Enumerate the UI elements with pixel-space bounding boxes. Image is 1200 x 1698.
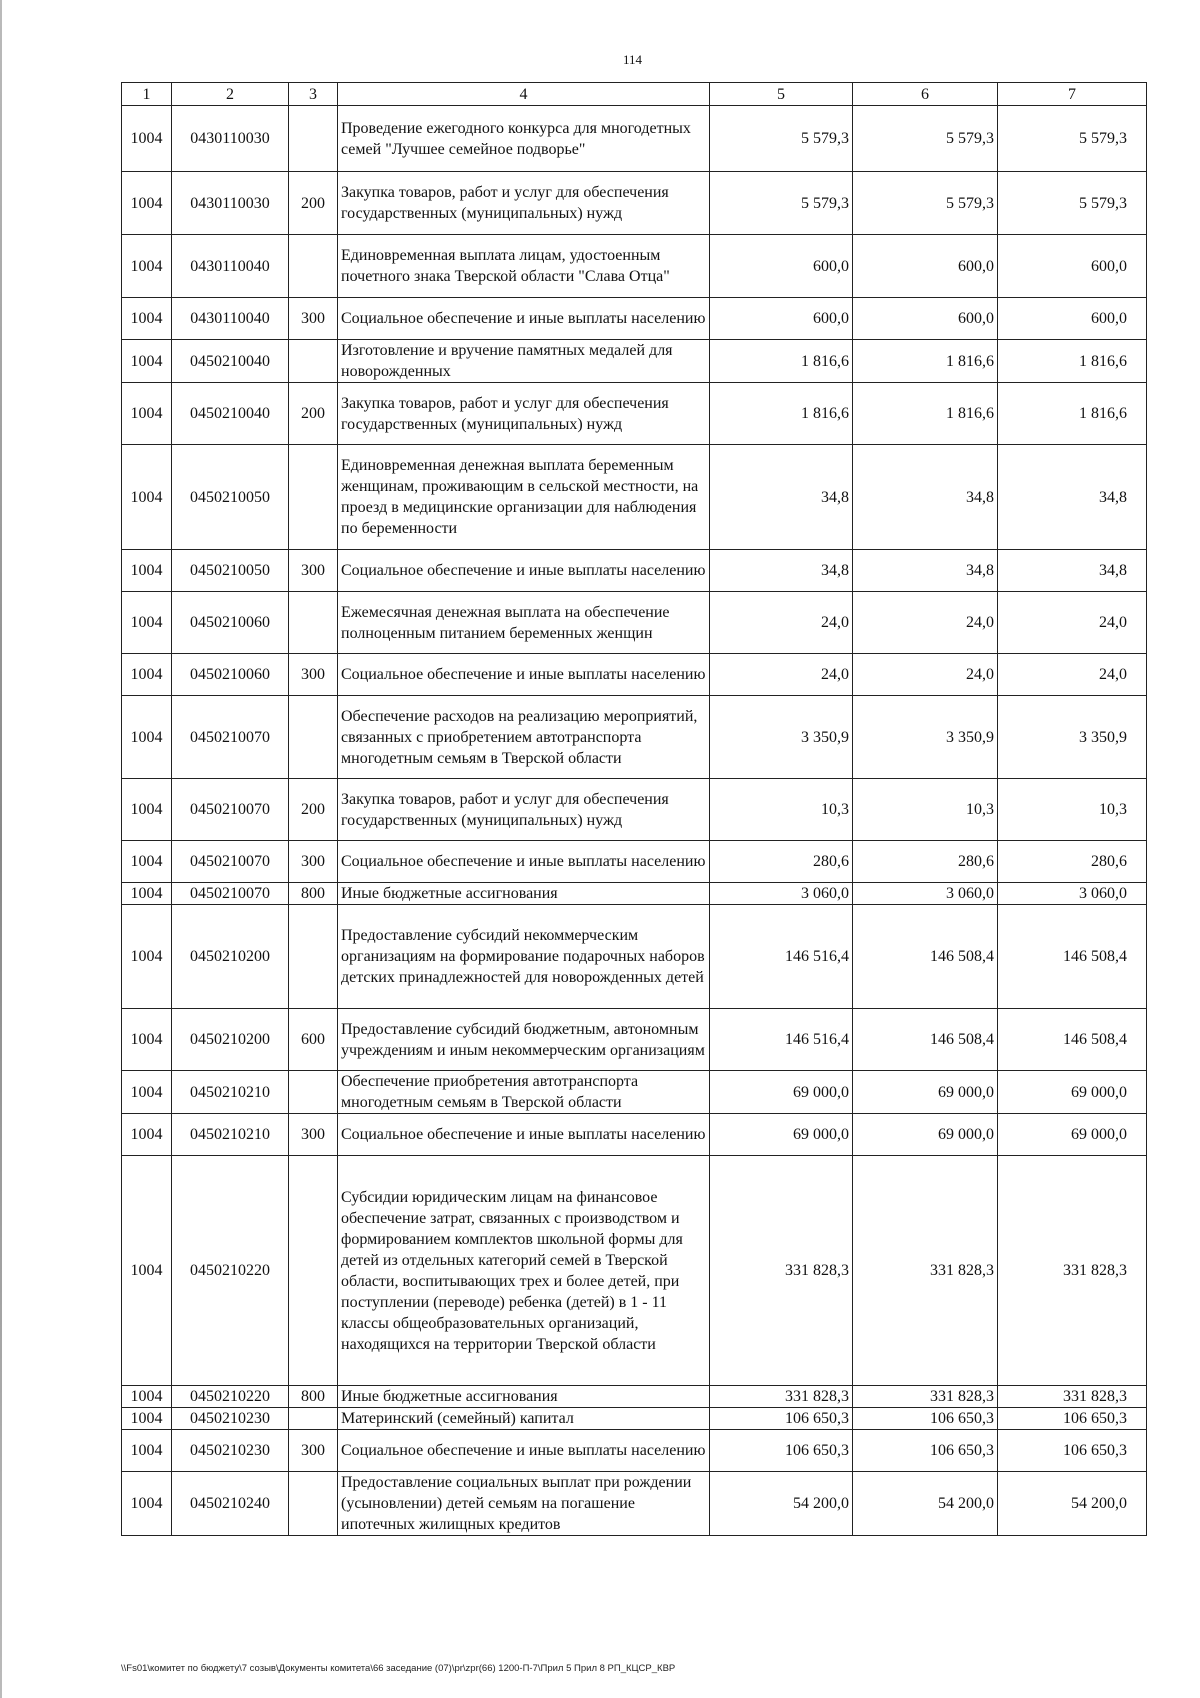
section-code-cell: 1004 [122,905,172,1009]
section-code-cell: 1004 [122,779,172,841]
amount-col7-cell: 106 650,3 [998,1408,1147,1430]
table-row [122,340,1147,383]
table-row [122,106,1147,172]
expense-type-cell [289,1408,338,1430]
amount-col7-cell: 3 060,0 [998,883,1147,905]
target-article-cell: 0450210240 [172,1472,289,1536]
amount-col5-cell: 10,3 [710,779,853,841]
amount-col5-cell: 146 516,4 [710,905,853,1009]
table-row [122,883,1147,905]
item-name-cell: Закупка товаров, работ и услуг для обеспечения государственных (муниципальных) нужд [338,172,710,235]
amount-col6-cell: 331 828,3 [853,1386,998,1408]
amount-col6-cell: 1 816,6 [853,383,998,445]
amount-col6-cell: 331 828,3 [853,1156,998,1386]
amount-col7-cell: 69 000,0 [998,1114,1147,1156]
item-name-cell: Социальное обеспечение и иные выплаты населению [338,550,710,592]
amount-col7-cell: 24,0 [998,592,1147,654]
amount-col7-cell: 600,0 [998,235,1147,298]
item-name-cell: Социальное обеспечение и иные выплаты населению [338,654,710,696]
amount-col7-cell: 280,6 [998,841,1147,883]
amount-col6-cell: 280,6 [853,841,998,883]
col-header-4: 4 [338,83,710,106]
item-name-cell: Предоставление социальных выплат при рождении (усыновлении) детей семьям на погашение ипотечных жилищных кредитов [338,1472,710,1536]
target-article-cell: 0450210070 [172,883,289,905]
item-name-cell: Обеспечение приобретения автотранспорта многодетным семьям в Тверской области [338,1071,710,1114]
amount-col5-cell: 3 060,0 [710,883,853,905]
amount-col5-cell: 34,8 [710,550,853,592]
table-row [122,1386,1147,1408]
table-row [122,1114,1147,1156]
col-header-2: 2 [172,83,289,106]
amount-col7-cell: 106 650,3 [998,1430,1147,1472]
amount-col6-cell: 106 650,3 [853,1430,998,1472]
target-article-cell: 0450210220 [172,1156,289,1386]
target-article-cell: 0450210200 [172,905,289,1009]
col-header-5: 5 [710,83,853,106]
amount-col7-cell: 1 816,6 [998,383,1147,445]
section-code-cell: 1004 [122,235,172,298]
section-code-cell: 1004 [122,445,172,550]
target-article-cell: 0450210070 [172,779,289,841]
amount-col6-cell: 106 650,3 [853,1408,998,1430]
amount-col5-cell: 5 579,3 [710,172,853,235]
amount-col6-cell: 5 579,3 [853,106,998,172]
expense-type-cell [289,340,338,383]
target-article-cell: 0450210230 [172,1430,289,1472]
table-row [122,172,1147,235]
section-code-cell: 1004 [122,841,172,883]
item-name-cell: Материнский (семейный) капитал [338,1408,710,1430]
target-article-cell: 0450210070 [172,841,289,883]
amount-col5-cell: 106 650,3 [710,1408,853,1430]
table-row [122,550,1147,592]
table-row [122,696,1147,779]
table-row [122,1408,1147,1430]
item-name-cell: Социальное обеспечение и иные выплаты населению [338,1430,710,1472]
item-name-cell: Закупка товаров, работ и услуг для обеспечения государственных (муниципальных) нужд [338,779,710,841]
expense-type-cell: 200 [289,383,338,445]
budget-table [121,82,1147,1536]
file-path-footer: \\Fs01\комитет по бюджету\7 созыв\Документы комитета\66 заседание (07)\pr\zpr(66) 1200-П-7\Прил 5 Прил 8 РП_КЦСР_КВР [121,1663,676,1674]
amount-col5-cell: 5 579,3 [710,106,853,172]
section-code-cell: 1004 [122,340,172,383]
amount-col7-cell: 331 828,3 [998,1386,1147,1408]
expense-type-cell: 300 [289,1430,338,1472]
amount-col6-cell: 24,0 [853,654,998,696]
table-row [122,1472,1147,1536]
section-code-cell: 1004 [122,383,172,445]
table-row [122,592,1147,654]
col-header-7: 7 [998,83,1147,106]
amount-col5-cell: 106 650,3 [710,1430,853,1472]
table-row [122,905,1147,1009]
section-code-cell: 1004 [122,1408,172,1430]
target-article-cell: 0450210070 [172,696,289,779]
target-article-cell: 0450210040 [172,340,289,383]
amount-col5-cell: 280,6 [710,841,853,883]
table-row [122,445,1147,550]
amount-col5-cell: 24,0 [710,654,853,696]
amount-col6-cell: 10,3 [853,779,998,841]
table-row [122,1430,1147,1472]
amount-col7-cell: 146 508,4 [998,905,1147,1009]
item-name-cell: Единовременная выплата лицам, удостоенным почетного знака Тверской области "Слава Отца" [338,235,710,298]
expense-type-cell: 800 [289,883,338,905]
col-header-1: 1 [122,83,172,106]
amount-col7-cell: 5 579,3 [998,172,1147,235]
col-header-3: 3 [289,83,338,106]
amount-col5-cell: 69 000,0 [710,1071,853,1114]
table-row [122,1156,1147,1386]
amount-col6-cell: 3 350,9 [853,696,998,779]
expense-type-cell [289,696,338,779]
section-code-cell: 1004 [122,592,172,654]
amount-col7-cell: 331 828,3 [998,1156,1147,1386]
amount-col5-cell: 331 828,3 [710,1156,853,1386]
amount-col7-cell: 24,0 [998,654,1147,696]
item-name-cell: Социальное обеспечение и иные выплаты населению [338,298,710,340]
amount-col5-cell: 1 816,6 [710,383,853,445]
amount-col7-cell: 600,0 [998,298,1147,340]
target-article-cell: 0450210050 [172,550,289,592]
amount-col5-cell: 600,0 [710,298,853,340]
amount-col6-cell: 24,0 [853,592,998,654]
target-article-cell: 0450210210 [172,1071,289,1114]
amount-col6-cell: 69 000,0 [853,1114,998,1156]
amount-col5-cell: 54 200,0 [710,1472,853,1536]
section-code-cell: 1004 [122,654,172,696]
target-article-cell: 0450210220 [172,1386,289,1408]
target-article-cell: 0450210200 [172,1009,289,1071]
target-article-cell: 0450210230 [172,1408,289,1430]
section-code-cell: 1004 [122,696,172,779]
amount-col5-cell: 331 828,3 [710,1386,853,1408]
amount-col5-cell: 24,0 [710,592,853,654]
amount-col6-cell: 34,8 [853,550,998,592]
amount-col7-cell: 34,8 [998,550,1147,592]
section-code-cell: 1004 [122,172,172,235]
amount-col7-cell: 69 000,0 [998,1071,1147,1114]
item-name-cell: Субсидии юридическим лицам на финансовое обеспечение затрат, связанных с производством и формированием комплектов школьной формы для детей из отдельных категорий семей в Тверской области, воспитывающих трех и более детей, при поступлении (переводе) ребенка (детей) в 1 - 11 классы общеобразовательных организаций, находящихся на территории Тверской области [338,1156,710,1386]
expense-type-cell: 800 [289,1386,338,1408]
amount-col6-cell: 600,0 [853,235,998,298]
expense-type-cell [289,445,338,550]
item-name-cell: Предоставление субсидий некоммерческим организациям на формирование подарочных наборов детских принадлежностей для новорожденных детей [338,905,710,1009]
item-name-cell: Социальное обеспечение и иные выплаты населению [338,841,710,883]
col-header-6: 6 [853,83,998,106]
target-article-cell: 0430110030 [172,172,289,235]
target-article-cell: 0450210040 [172,383,289,445]
amount-col5-cell: 146 516,4 [710,1009,853,1071]
item-name-cell: Социальное обеспечение и иные выплаты населению [338,1114,710,1156]
table-row [122,779,1147,841]
amount-col6-cell: 1 816,6 [853,340,998,383]
target-article-cell: 0430110040 [172,298,289,340]
section-code-cell: 1004 [122,1071,172,1114]
expense-type-cell [289,106,338,172]
section-code-cell: 1004 [122,298,172,340]
target-article-cell: 0450210050 [172,445,289,550]
table-row [122,383,1147,445]
expense-type-cell: 200 [289,172,338,235]
table-row [122,1071,1147,1114]
target-article-cell: 0430110030 [172,106,289,172]
expense-type-cell [289,905,338,1009]
amount-col7-cell: 146 508,4 [998,1009,1147,1071]
item-name-cell: Предоставление субсидий бюджетным, автономным учреждениям и иным некоммерческим организациям [338,1009,710,1071]
section-code-cell: 1004 [122,1430,172,1472]
expense-type-cell: 200 [289,779,338,841]
table-row [122,654,1147,696]
item-name-cell: Иные бюджетные ассигнования [338,883,710,905]
expense-type-cell: 300 [289,654,338,696]
section-code-cell: 1004 [122,1114,172,1156]
amount-col7-cell: 10,3 [998,779,1147,841]
amount-col5-cell: 3 350,9 [710,696,853,779]
amount-col6-cell: 5 579,3 [853,172,998,235]
item-name-cell: Ежемесячная денежная выплата на обеспечение полноценным питанием беременных женщин [338,592,710,654]
expense-type-cell: 300 [289,298,338,340]
expense-type-cell: 300 [289,841,338,883]
table-row [122,1009,1147,1071]
expense-type-cell: 600 [289,1009,338,1071]
item-name-cell: Проведение ежегодного конкурса для многодетных семей "Лучшее семейное подворье" [338,106,710,172]
amount-col7-cell: 54 200,0 [998,1472,1147,1536]
table-row [122,235,1147,298]
expense-type-cell: 300 [289,1114,338,1156]
amount-col6-cell: 146 508,4 [853,905,998,1009]
target-article-cell: 0430110040 [172,235,289,298]
expense-type-cell: 300 [289,550,338,592]
table-row [122,841,1147,883]
amount-col6-cell: 34,8 [853,445,998,550]
item-name-cell: Обеспечение расходов на реализацию мероприятий, связанных с приобретением автотранспорта многодетным семьям в Тверской области [338,696,710,779]
section-code-cell: 1004 [122,1009,172,1071]
amount-col6-cell: 600,0 [853,298,998,340]
target-article-cell: 0450210060 [172,654,289,696]
amount-col5-cell: 69 000,0 [710,1114,853,1156]
amount-col7-cell: 1 816,6 [998,340,1147,383]
amount-col6-cell: 54 200,0 [853,1472,998,1536]
expense-type-cell [289,235,338,298]
amount-col5-cell: 1 816,6 [710,340,853,383]
amount-col5-cell: 34,8 [710,445,853,550]
item-name-cell: Изготовление и вручение памятных медалей для новорожденных [338,340,710,383]
expense-type-cell [289,1071,338,1114]
section-code-cell: 1004 [122,883,172,905]
amount-col7-cell: 3 350,9 [998,696,1147,779]
target-article-cell: 0450210210 [172,1114,289,1156]
expense-type-cell [289,1156,338,1386]
section-code-cell: 1004 [122,1386,172,1408]
expense-type-cell [289,592,338,654]
expense-type-cell [289,1472,338,1536]
scan-margin-line [0,0,2,1698]
item-name-cell: Закупка товаров, работ и услуг для обеспечения государственных (муниципальных) нужд [338,383,710,445]
section-code-cell: 1004 [122,550,172,592]
amount-col7-cell: 34,8 [998,445,1147,550]
item-name-cell: Иные бюджетные ассигнования [338,1386,710,1408]
amount-col5-cell: 600,0 [710,235,853,298]
target-article-cell: 0450210060 [172,592,289,654]
section-code-cell: 1004 [122,1156,172,1386]
page-number: 114 [622,52,643,67]
section-code-cell: 1004 [122,106,172,172]
header-row [122,83,1147,106]
amount-col7-cell: 5 579,3 [998,106,1147,172]
section-code-cell: 1004 [122,1472,172,1536]
amount-col6-cell: 146 508,4 [853,1009,998,1071]
table-row [122,298,1147,340]
amount-col6-cell: 69 000,0 [853,1071,998,1114]
amount-col6-cell: 3 060,0 [853,883,998,905]
item-name-cell: Единовременная денежная выплата беременным женщинам, проживающим в сельской местности, на проезд в медицинские организации для наблюдения по беременности [338,445,710,550]
